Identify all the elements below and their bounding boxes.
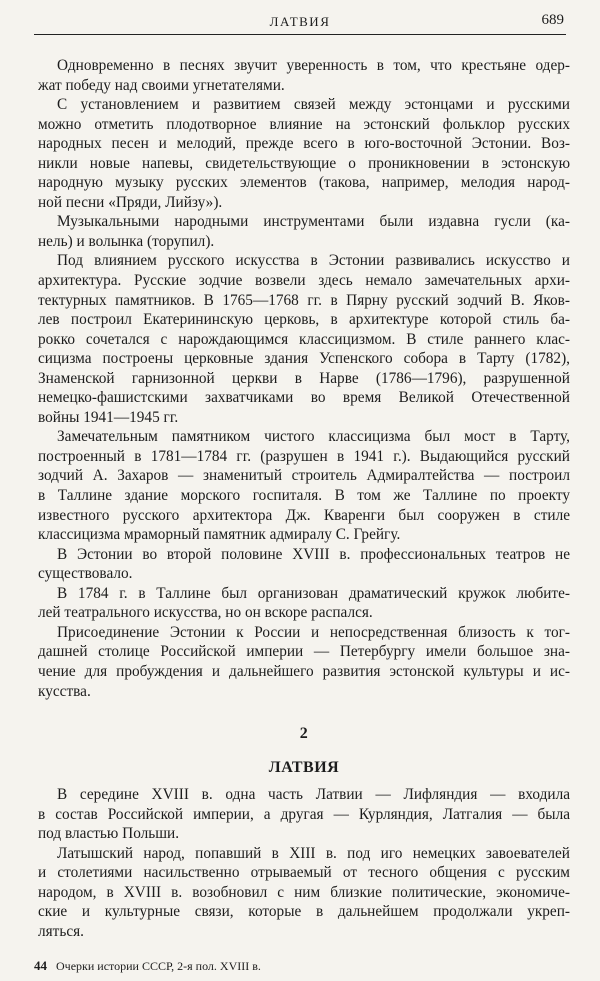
text-line: в Таллине здание морского госпиталя. В том же Таллине по проекту	[38, 487, 570, 505]
text-line: жат победу над своими угнетателями.	[38, 76, 285, 94]
text-line: Латышский народ, попавший в XIII в. под иго немецких завоевателей	[57, 844, 570, 862]
section-number: 2	[299, 725, 309, 743]
body-text	[38, 56, 570, 941]
text-line: существовало.	[38, 565, 133, 583]
text-line: народных песен и мелодий, прежде всего в юго-восточной Эстонии. Воз-	[38, 135, 570, 153]
text-line: нель) и волынка (торупил).	[38, 232, 215, 250]
text-line: чение для пробуждения и дальнейшего развития эстонской культуры и ис-	[38, 662, 570, 680]
text-line: народную музыку русских элементов (такова, например, мелодия народ-	[38, 174, 570, 192]
text-line: можно отметить плодотворное влияние на эстонский фольклор русских	[38, 115, 570, 133]
text-line: В 1784 г. в Таллине был организован драматический кружок любите-	[57, 584, 570, 602]
text-line: сицизма построены церковные здания Успенского собора в Тарту (1782),	[38, 350, 570, 368]
text-line: в состав Российской империи, а другая — Курляндия, Латгалия — была	[38, 805, 570, 823]
text-line: В середине XVIII в. одна часть Латвии — Лифляндия — входила	[57, 786, 570, 804]
text-line: Одновременно в песнях звучит уверенность в том, что крестьяне одер-	[57, 57, 570, 74]
text-line: зодчий А. Захаров — знаменитый строитель Адмиралтейства — построил	[38, 467, 570, 485]
text-line: Знаменской гарнизонной церкви в Нарве (1786—1796), разрушенной	[38, 369, 570, 387]
signature-footer	[34, 958, 261, 974]
text-line: лей театрального искусства, но он вскоре распался.	[38, 604, 373, 622]
signature-text: Очерки истории СССР, 2-я пол. XVIII в.	[56, 959, 261, 973]
text-line: С установлением и развитием связей между эстонцами и русскими	[57, 96, 570, 114]
text-line: кусства.	[38, 682, 91, 700]
page-number: 689	[541, 12, 564, 28]
text-line: никли новые напевы, свидетельствующие о проникновении в эстонскую	[38, 154, 570, 172]
running-head	[34, 10, 566, 35]
text-line: ной песни «Пряди, Лийзу»).	[38, 193, 223, 211]
text-line: Музыкальными народными инструментами были издавна гусли (ка-	[57, 213, 570, 231]
text-line: построенный в 1781—1784 гг. (разрушен в 1941 г.). Выдающийся русский	[38, 447, 570, 465]
text-line: под властью Польши.	[38, 825, 180, 843]
text-line: известного русского архитектора Дж. Кваренги был сооружен в стиле	[38, 506, 570, 524]
text-line: В Эстонии во второй половине XVIII в. профессиональных театров не	[57, 545, 570, 563]
text-line: Замечательным памятником чистого классицизма был мост в Тарту,	[57, 428, 570, 446]
text-line: народом, в XVIII в. возобновил с ним близкие политические, экономиче-	[38, 883, 570, 901]
text-line: тектурных памятников. В 1765—1768 гг. в Пярну русский зодчий В. Яков-	[38, 291, 570, 309]
running-title: ЛАТВИЯ	[269, 14, 331, 29]
section-spacer	[38, 701, 570, 717]
text-line: ляться.	[38, 922, 84, 940]
text-line: Присоединение Эстонии к России и непосредственная близость к тог-	[57, 623, 570, 641]
signature-number: 44	[34, 958, 47, 973]
text-line: немецко-фашистскими захватчиками во время Великой Отечественной	[38, 389, 570, 407]
text-line: ские и культурные связи, которые в дальнейшем продолжали укреп-	[38, 903, 570, 921]
text-line: лев построил Екатерининскую церковь, в архитектуре которой стиль ба-	[38, 311, 570, 329]
text-line: классицизма мраморный памятник адмиралу С. Грейгу.	[38, 526, 401, 544]
text-line: и столетиями насильственно отрываемый от тесного общения с русским	[38, 864, 570, 882]
text-line: архитектура. Русские зодчие возвели здесь немало замечательных архи-	[38, 272, 570, 290]
section-title: ЛАТВИЯ	[268, 759, 340, 777]
text-line: Под влиянием русского искусства в Эстонии развивались искусство и	[57, 252, 570, 270]
text-line: рокко сочетался с нарождающимся классицизмом. В стиле раннего клас-	[38, 330, 570, 348]
text-line: войны 1941—1945 гг.	[38, 408, 179, 426]
text-line: дашней столице Российской империи — Петербургу имели большое зна-	[38, 643, 570, 661]
